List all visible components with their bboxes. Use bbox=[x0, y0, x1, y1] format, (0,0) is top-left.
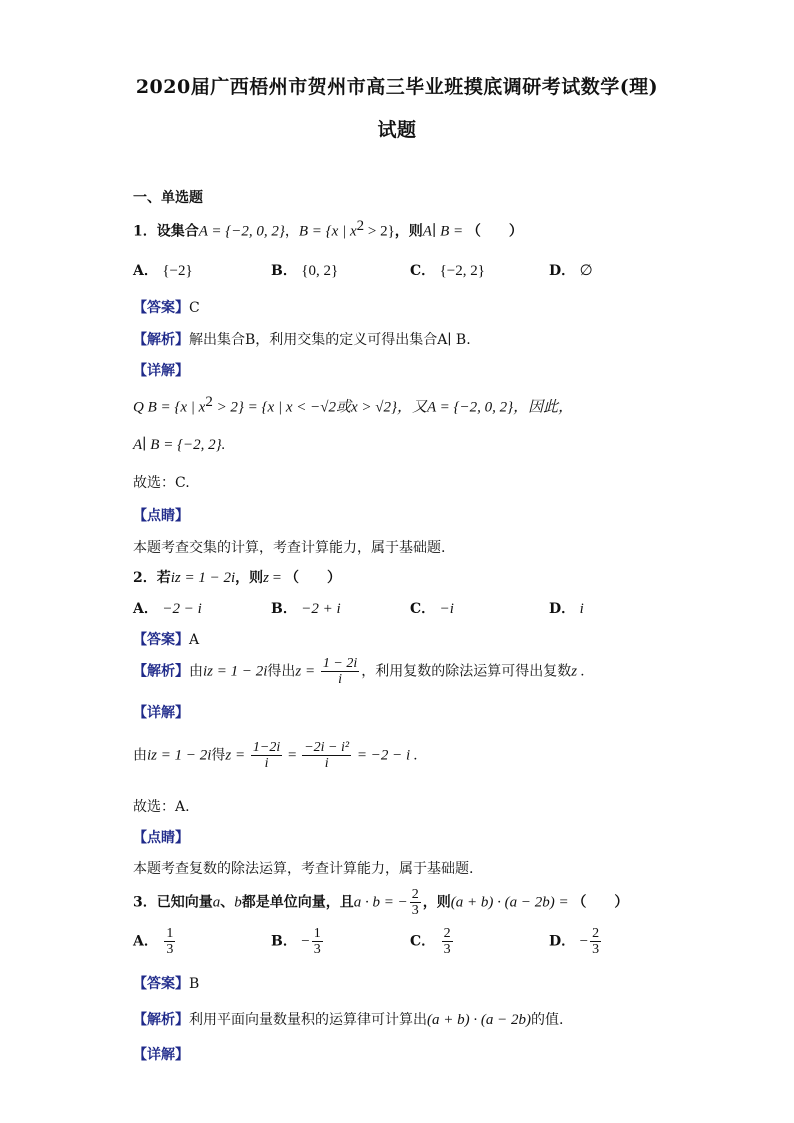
option-text: −2 + i bbox=[301, 601, 341, 617]
variable: z = bbox=[225, 747, 249, 764]
expression: (a + b) · (a − 2b) = bbox=[450, 894, 573, 911]
q2-analysis bbox=[133, 656, 585, 687]
fraction-denominator: 3 bbox=[592, 942, 600, 957]
option-text: −2 − i bbox=[162, 601, 202, 617]
option-letter: A． bbox=[133, 263, 158, 279]
question-1-stem bbox=[133, 218, 523, 241]
q1-detail-line2 bbox=[133, 435, 225, 454]
variable: z bbox=[263, 570, 270, 586]
option-fraction bbox=[590, 926, 601, 957]
fraction-numerator: 2 bbox=[443, 926, 451, 941]
q1-detail-line1 bbox=[133, 394, 573, 417]
set-b: B = {x | x bbox=[298, 223, 357, 240]
analysis-text: 由 bbox=[189, 663, 203, 680]
analysis-label: 【解析】 bbox=[133, 332, 189, 348]
fraction-numerator: 1 bbox=[313, 926, 321, 941]
q2-option-a bbox=[133, 598, 202, 618]
variable: z = bbox=[295, 663, 319, 680]
q3-option-d bbox=[549, 926, 603, 957]
answer-value: C bbox=[189, 300, 200, 316]
q1-detail-label bbox=[133, 360, 189, 380]
equals: = bbox=[269, 570, 285, 586]
option-letter: A． bbox=[133, 601, 158, 617]
separator: 、 bbox=[220, 894, 235, 911]
fraction-numerator: 1−2i bbox=[252, 740, 281, 755]
page-title: 2020届广西梧州市贺州市高三毕业班摸底调研考试数学(理) bbox=[135, 76, 659, 98]
option-sign: − bbox=[579, 933, 589, 950]
q2-option-d bbox=[549, 598, 584, 618]
q3-option-b bbox=[271, 926, 325, 957]
vector-a: a bbox=[212, 894, 221, 911]
fraction-denominator: 3 bbox=[443, 942, 451, 957]
analysis-text: 利用平面向量数量积的运算律可计算出 bbox=[189, 1012, 427, 1028]
analysis-text: 解出集合B，利用交集的定义可得出集合A∣ B. bbox=[189, 332, 471, 348]
section-heading: 一、单选题 bbox=[133, 190, 203, 206]
analysis-text: ，利用复数的除法运算可得出复数 bbox=[361, 663, 572, 680]
equation: iz = 1 − 2i bbox=[147, 747, 212, 764]
analysis-text: 得出 bbox=[267, 663, 296, 680]
q2-comment-label bbox=[133, 827, 189, 847]
detail-label: 【详解】 bbox=[133, 363, 189, 379]
option-letter: C． bbox=[410, 601, 436, 617]
q2-option-c bbox=[410, 598, 454, 618]
set-a: A = {−2, 0, 2} bbox=[198, 223, 285, 240]
detail-text: 得 bbox=[211, 747, 226, 764]
option-text: ∅ bbox=[579, 263, 593, 279]
option-letter: B． bbox=[271, 933, 297, 950]
q1-comment-label bbox=[133, 505, 189, 525]
stem-text: 若 bbox=[156, 570, 171, 586]
option-fraction bbox=[442, 926, 453, 957]
equation: iz = 1 − 2i bbox=[203, 663, 268, 680]
comma: ， bbox=[284, 223, 299, 240]
comment-label: 【点睛】 bbox=[133, 508, 189, 524]
answer-paren: （ ） bbox=[284, 570, 341, 586]
answer-label: 【答案】 bbox=[133, 300, 189, 316]
fraction-denominator: 3 bbox=[411, 903, 419, 918]
math-text: > 2} = {x | x < −√2或x > √2}，又A = {−2, 0, 2}，因此， bbox=[212, 399, 574, 416]
result: = −2 − i . bbox=[353, 747, 418, 764]
question-number: 2． bbox=[133, 570, 157, 586]
stem-text: ，则 bbox=[394, 223, 423, 240]
vector-b: b bbox=[234, 894, 242, 911]
stem-text: ，则 bbox=[422, 894, 451, 911]
math-text: Q B = {x | x bbox=[133, 399, 206, 416]
fraction-numerator: 1 − 2i bbox=[322, 656, 358, 671]
q3-detail-label bbox=[133, 1044, 189, 1064]
fraction-denominator: 3 bbox=[166, 942, 174, 957]
q3-option-a bbox=[133, 926, 177, 957]
set-b-tail: > 2} bbox=[364, 223, 395, 240]
option-letter: A． bbox=[133, 933, 158, 950]
variable: z . bbox=[571, 663, 585, 680]
answer-label: 【答案】 bbox=[133, 976, 189, 992]
fraction bbox=[302, 740, 351, 771]
detail-label: 【详解】 bbox=[133, 1047, 189, 1063]
analysis-text: 的值. bbox=[530, 1012, 564, 1028]
fraction-numerator: 1 bbox=[166, 926, 174, 941]
page-title-line2: 试题 bbox=[377, 119, 417, 141]
expression: (a + b) · (a − 2b) bbox=[427, 1012, 531, 1028]
exponent: 2 bbox=[356, 218, 365, 234]
fraction-denominator: i bbox=[338, 672, 342, 687]
question-3-stem bbox=[133, 887, 628, 918]
q1-option-d bbox=[549, 260, 593, 280]
option-letter: D． bbox=[549, 933, 576, 950]
q2-detail-label bbox=[133, 702, 189, 722]
option-letter: B． bbox=[271, 263, 297, 279]
option-text: −i bbox=[439, 601, 454, 617]
q2-option-b bbox=[271, 598, 341, 618]
stem-text: 已知向量 bbox=[156, 894, 213, 911]
question-2-stem bbox=[133, 567, 341, 587]
math-text: A∣ B = {−2, 2}. bbox=[133, 437, 226, 453]
q3-answer bbox=[133, 973, 199, 993]
stem-text: 都是单位向量，且 bbox=[241, 894, 354, 911]
option-text: {−2, 2} bbox=[439, 263, 485, 279]
fraction bbox=[321, 656, 359, 687]
option-letter: C． bbox=[410, 933, 436, 950]
dot-product: a · b = − bbox=[353, 894, 408, 911]
fraction-numerator: −2i − i² bbox=[304, 740, 350, 755]
option-letter: D． bbox=[549, 263, 576, 279]
fraction bbox=[410, 887, 421, 918]
comment-label: 【点睛】 bbox=[133, 830, 189, 846]
q2-detail-line bbox=[133, 740, 418, 771]
analysis-label: 【解析】 bbox=[133, 663, 189, 680]
stem-text: ，则 bbox=[235, 570, 264, 586]
q1-option-b bbox=[271, 260, 338, 280]
q2-choose: 故选：A. bbox=[133, 799, 190, 815]
option-text: i bbox=[579, 601, 584, 617]
exponent: 2 bbox=[205, 394, 213, 410]
option-fraction bbox=[312, 926, 323, 957]
answer-paren: （ ） bbox=[466, 223, 523, 240]
detail-label: 【详解】 bbox=[133, 705, 189, 721]
expression: A∣ B = bbox=[422, 223, 467, 240]
q1-option-a bbox=[133, 260, 193, 280]
option-text: {−2} bbox=[162, 263, 193, 279]
fraction-denominator: 3 bbox=[313, 942, 321, 957]
question-number: 1． bbox=[133, 223, 157, 240]
q2-comment: 本题考查复数的除法运算，考查计算能力，属于基础题. bbox=[133, 861, 474, 877]
option-letter: D． bbox=[549, 601, 576, 617]
option-sign: − bbox=[301, 933, 310, 950]
equation: iz = 1 − 2i bbox=[170, 570, 236, 586]
answer-value: A bbox=[189, 632, 200, 648]
fraction bbox=[251, 740, 282, 771]
detail-text: 由 bbox=[133, 747, 147, 764]
q1-option-c bbox=[410, 260, 485, 280]
fraction-denominator: i bbox=[264, 756, 269, 771]
option-letter: C． bbox=[410, 263, 436, 279]
analysis-label: 【解析】 bbox=[133, 1012, 189, 1028]
equals: = bbox=[284, 747, 301, 764]
q1-comment: 本题考查交集的计算，考查计算能力，属于基础题. bbox=[133, 540, 446, 556]
q1-answer bbox=[133, 297, 200, 317]
option-fraction bbox=[164, 926, 175, 957]
answer-label: 【答案】 bbox=[133, 632, 189, 648]
question-number: 3． bbox=[133, 894, 157, 911]
option-letter: B． bbox=[271, 601, 297, 617]
option-text: {0, 2} bbox=[301, 263, 339, 279]
q1-choose: 故选：C. bbox=[133, 475, 190, 491]
q3-analysis bbox=[133, 1009, 563, 1029]
q1-analysis bbox=[133, 329, 471, 349]
answer-paren: （ ） bbox=[572, 894, 629, 911]
stem-text: 设集合 bbox=[156, 223, 199, 240]
fraction-denominator: i bbox=[324, 756, 329, 771]
answer-value: B bbox=[189, 976, 200, 992]
q3-option-c bbox=[410, 926, 455, 957]
q2-answer bbox=[133, 629, 199, 649]
fraction-numerator: 2 bbox=[592, 926, 600, 941]
fraction-numerator: 2 bbox=[411, 887, 419, 902]
